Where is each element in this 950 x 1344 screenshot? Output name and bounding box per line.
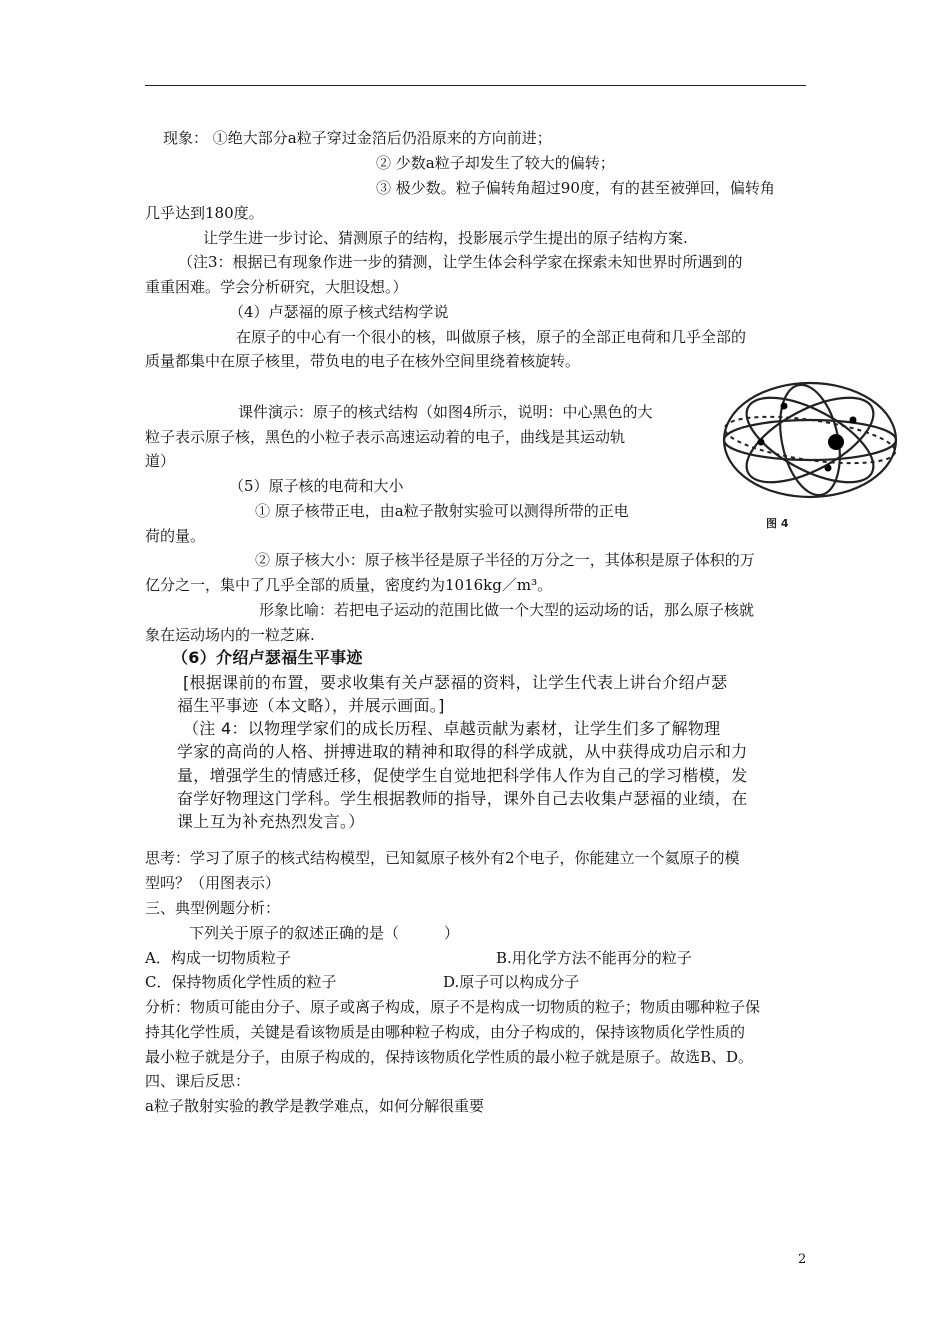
question-stem: 下列关于原子的叙述正确的是（ ）: [189, 924, 460, 942]
section-4-reflection-heading: 四、课后反思：: [145, 1072, 251, 1090]
analogy-line-2: 象在运动场内的一粒芝麻.: [145, 626, 315, 644]
section-4-para-1: 在原子的中心有一个很小的核，叫做原子核，原子的全部正电荷和几乎全部的: [236, 328, 747, 346]
biography-line-4: 学家的高尚的人格、拼搏进取的精神和取得的科学成就，从中获得成功启示和力: [177, 742, 748, 761]
demo-line-2: 粒子表示原子核，黑色的小粒子表示高速运动着的电子，曲线是其运动轨: [145, 428, 626, 446]
analysis-line-3: 最小粒子就是分子，由原子构成的，保持该物质化学性质的最小粒子就是原子。故选B、D。: [145, 1048, 754, 1066]
phenomenon-line-2: ② 少数a粒子却发生了较大的偏转；: [376, 154, 615, 172]
reflection-text: a粒子散射实验的教学是教学难点，如何分解很重要: [145, 1097, 484, 1115]
note3-line-2: 重重困难。学会分析研究，大胆设想。）: [145, 278, 408, 296]
electron: [758, 439, 765, 446]
biography-line-6: 奋学好物理这门学科。学生根据教师的指导，课外自己去收集卢瑟福的业绩，在: [177, 789, 748, 808]
outer-sphere-outline: [724, 383, 896, 497]
orbit-1: [734, 381, 886, 500]
dashed-orbit: [722, 408, 898, 472]
demo-line-3: 道）: [145, 452, 176, 470]
electron: [850, 417, 857, 424]
size-line-1: ② 原子核大小：原子核半径是原子半径的万分之一，其体积是原子体积的万: [255, 551, 755, 569]
biography-line-1: [根据课前的布置，要求收集有关卢瑟福的资料，让学生代表上讲台介绍卢瑟: [183, 673, 728, 692]
option-b: B.用化学方法不能再分的粒子: [496, 949, 692, 967]
electron: [825, 465, 832, 472]
phenomenon-line-1: 现象： ①绝大部分a粒子穿过金箔后仍沿原来的方向前进；: [163, 129, 552, 147]
biography-line-5: 量，增强学生的情感迁移，促使学生自觉地把科学伟人作为自己的学习楷模，发: [177, 766, 748, 785]
section-6-heading: （6）介绍卢瑟福生平事迹: [172, 648, 363, 667]
section-4-heading: （4）卢瑟福的原子核式结构学说: [229, 303, 449, 321]
section-3-heading: 三、典型例题分析：: [145, 899, 281, 917]
orbit-2: [734, 381, 886, 500]
electron: [781, 403, 788, 410]
size-line-2: 亿分之一，集中了几乎全部的质量，密度约为1016kg／m³。: [145, 576, 553, 594]
option-c: C．保持物质化学性质的粒子: [145, 973, 337, 991]
phenomenon-line-4: 几乎达到180度。: [145, 204, 264, 222]
option-d: D.原子可以构成分子: [443, 973, 580, 991]
atom-model-diagram: [718, 378, 908, 543]
analysis-line-1: 分析：物质可能由分子、原子或离子构成，原子不是构成一切物质的粒子；物质由哪种粒子保: [145, 998, 761, 1016]
biography-line-7: 课上互为补充热烈发言。）: [177, 812, 365, 831]
demo-line-1: 课件演示：原子的核式结构（如图4所示，说明：中心黑色的大: [238, 403, 653, 421]
discussion-line: 让学生进一步讨论、猜测原子的结构，投影展示学生提出的原子结构方案.: [203, 229, 688, 247]
section-4-para-2: 质量都集中在原子核里，带负电的电子在核外空间里绕着核旋转。: [145, 352, 581, 370]
phenomenon-line-3: ③ 极少数。粒子偏转角超过90度，有的甚至被弹回，偏转角: [376, 179, 775, 197]
section-5-heading: （5）原子核的电荷和大小: [229, 477, 404, 495]
atom-model-figure: [718, 378, 908, 543]
analogy-line-1: 形象比喻：若把电子运动的范围比做一个大型的运动场的话，那么原子核就: [259, 601, 755, 619]
think-line-2: 型吗？（用图表示）: [145, 874, 281, 892]
figure-caption: 图 4: [766, 517, 789, 530]
analysis-line-2: 持其化学性质，关键是看该物质是由哪种粒子构成，由分子构成的，保持该物质化学性质的: [145, 1023, 746, 1041]
option-a: A．构成一切物质粒子: [145, 949, 291, 967]
biography-line-2: 福生平事迹（本文略），并展示画面。]: [177, 696, 445, 715]
nucleus: [828, 434, 844, 450]
think-line-1: 思考：学习了原子的核式结构模型，已知氦原子核外有2个电子，你能建立一个氦原子的模: [145, 849, 740, 867]
header-rule: [145, 85, 806, 86]
page-number: 2: [798, 1252, 807, 1267]
note3-line-1: （注3：根据已有现象作进一步的猜测，让学生体会科学家在探索未知世界时所遇到的: [178, 253, 743, 271]
biography-line-3: （注 4：以物理学家们的成长历程、卓越贡献为素材，让学生们多了解物理: [183, 719, 721, 738]
charge-line-1: ① 原子核带正电，由a粒子散射实验可以测得所带的正电: [255, 502, 629, 520]
charge-line-2: 荷的量。: [145, 527, 206, 545]
